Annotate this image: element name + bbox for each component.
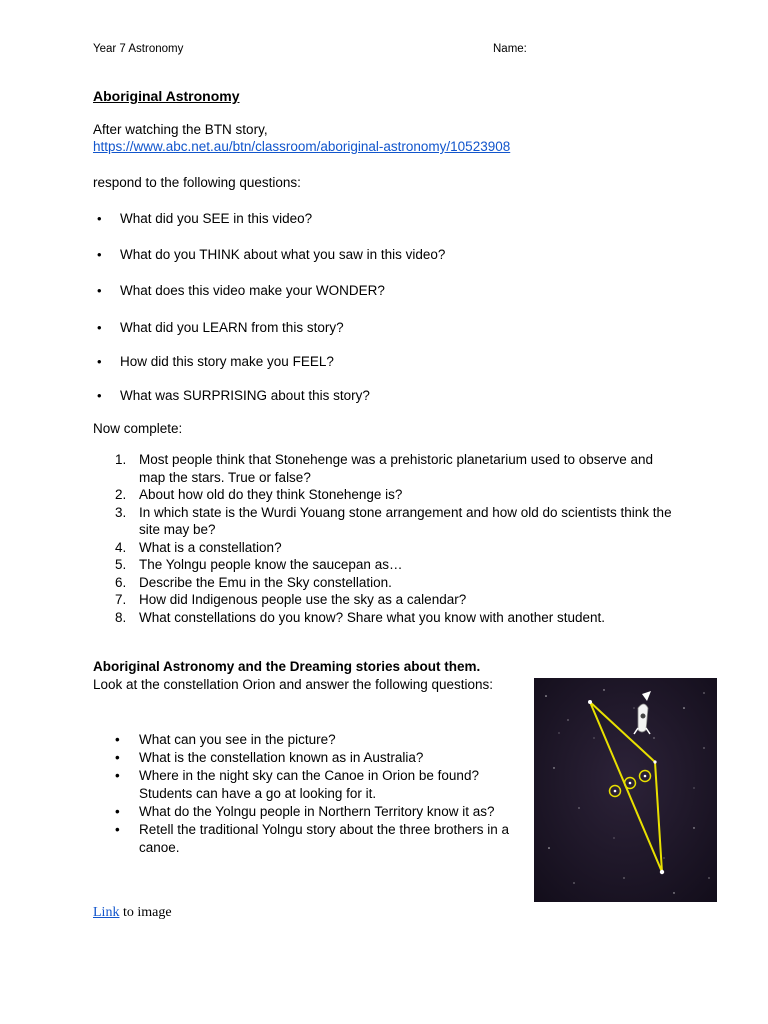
item-text: Describe the Emu in the Sky constellation. bbox=[139, 574, 392, 590]
item-text: What constellations do you know? Share what you know with another student. bbox=[139, 609, 606, 625]
list-item bbox=[93, 556, 673, 574]
image-link-line bbox=[93, 905, 172, 921]
item-text: About how old do they think Stonehenge is? bbox=[139, 487, 403, 502]
item-text: Most people think that Stonehenge was a prehistoric planetarium used to observe and map the stars. True or false? bbox=[139, 452, 654, 485]
orion-canoe-image bbox=[534, 678, 717, 902]
list-item: • What do the Yolngu people in Northern Territory know it as? bbox=[93, 803, 523, 821]
intro-line: After watching the BTN story, bbox=[93, 122, 268, 137]
intro-instruction: respond to the following questions: bbox=[93, 175, 301, 190]
image-link-suffix: to image bbox=[119, 905, 172, 920]
list-item: • What did you SEE in this video? bbox=[120, 210, 312, 227]
btn-story-link[interactable]: https://www.abc.net.au/btn/classroom/aboriginal-astronomy/10523908 bbox=[93, 139, 511, 154]
list-item bbox=[93, 574, 673, 592]
list-item: • What can you see in the picture? bbox=[93, 731, 523, 749]
section-heading: Aboriginal Astronomy and the Dreaming stories about them. bbox=[93, 659, 481, 674]
item-text: In which state is the Wurdi Youang stone arrangement and how old do scientists think the site may be? bbox=[139, 504, 672, 537]
list-item: • Retell the traditional Yolngu story about the three brothers in a canoe. bbox=[93, 821, 523, 857]
now-complete-label: Now complete: bbox=[93, 421, 183, 436]
item-number: 6. bbox=[115, 574, 127, 590]
list-item: • Where in the night sky can the Canoe in Orion be found? Students can have a go at looking for it. bbox=[93, 767, 523, 803]
list-item bbox=[93, 591, 673, 609]
image-link[interactable]: Link bbox=[93, 905, 120, 920]
item-text: The Yolngu people know the saucepan as… bbox=[139, 557, 403, 572]
list-item bbox=[93, 451, 673, 486]
list-item bbox=[93, 609, 673, 627]
item-number: 3. bbox=[115, 504, 127, 520]
orion-questions bbox=[93, 731, 523, 857]
page-title: Aboriginal Astronomy bbox=[93, 88, 240, 104]
list-item: • What did you LEARN from this story? bbox=[120, 319, 344, 336]
item-number: 5. bbox=[115, 557, 127, 572]
header-course: Year 7 Astronomy bbox=[93, 43, 184, 55]
item-number: 1. bbox=[115, 452, 127, 467]
header-name-label: Name: bbox=[493, 43, 527, 55]
list-item bbox=[93, 486, 673, 504]
list-item: • What is the constellation known as in Australia? bbox=[93, 749, 523, 767]
item-text: How did Indigenous people use the sky as a calendar? bbox=[139, 592, 467, 607]
item-number: 7. bbox=[115, 592, 127, 607]
item-number: 8. bbox=[115, 609, 127, 625]
list-item: • What does this video make your WONDER? bbox=[120, 282, 385, 299]
item-number: 2. bbox=[115, 487, 127, 502]
list-item: • What do you THINK about what you saw in this video? bbox=[120, 246, 445, 263]
list-item: • How did this story make you FEEL? bbox=[120, 353, 334, 370]
list-item bbox=[93, 504, 673, 539]
item-text: What is a constellation? bbox=[139, 539, 282, 555]
list-item: • What was SURPRISING about this story? bbox=[120, 387, 370, 404]
item-number: 4. bbox=[115, 539, 127, 555]
section-lead: Look at the constellation Orion and answer the following questions: bbox=[93, 677, 493, 692]
list-item bbox=[93, 539, 673, 557]
numbered-questions bbox=[93, 451, 673, 626]
